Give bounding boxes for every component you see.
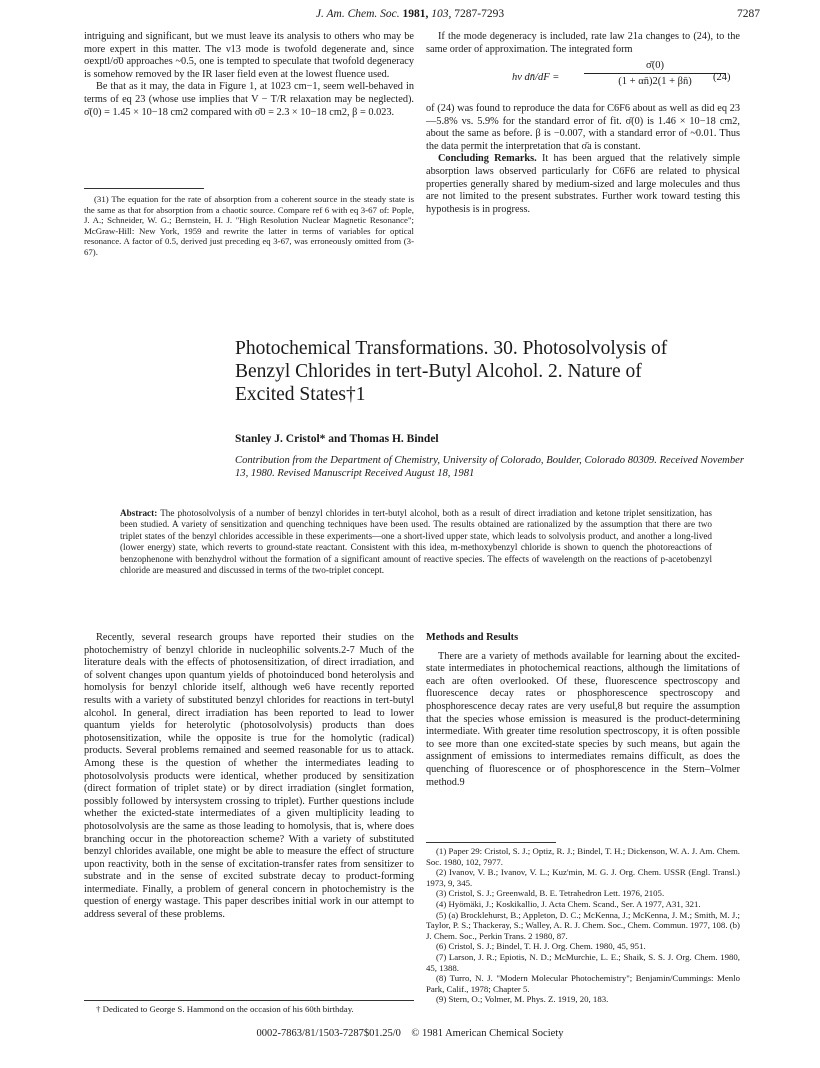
equation-24-denominator: (1 + αn̄)2(1 + βn̄): [618, 76, 692, 87]
journal-volume: 103,: [431, 8, 452, 20]
journal-year: 1981,: [402, 8, 429, 20]
article-affiliation: Contribution from the Department of Chemistry, University of Colorado, Boulder, Colorado 80309. Received November 13, 1980. Revised Manuscript Received August 18, 1981: [235, 455, 744, 479]
body-right-column: [426, 632, 740, 789]
concluding-remarks: [426, 153, 740, 216]
reference-item: (1) Paper 29: Cristol, S. J.; Optiz, R. J.; Bindel, T. H.; Dickenson, W. A. J. Am. Chem. Soc. 1980, 102, 7977.: [426, 846, 740, 867]
title-line-2: Benzyl Chlorides in tert-Butyl Alcohol. 2. Nature of: [235, 361, 642, 382]
reference-item: (7) Larson, J. R.; Epiotis, N. D.; McMurchie, L. E.; Shaik, S. S. J. Org. Chem. 1980, 45, 1388.: [426, 951, 740, 973]
reference-item: (8) Turro, N. J. "Modern Molecular Photochemistry"; Benjamin/Cummings: Menlo Park, Calif., 1978; Chapter 5.: [426, 973, 740, 994]
intro-paragraph: Recently, several research groups have reported their studies on the photochemistry of benzyl chloride in nucleophilic solvents.2-7 Much of the literature deals with the effects of photosensitization, of direct irradiation, and of solvent changes upon quantum yields of photoinduced bond heterolysis and homolysis for benzyl chloride itself, although we6 have recently reported results with a variety of substituted benzyl chlorides for reactions in tert-butyl alcohol. In general, direct irradiation has been reported to lead to lower quantum yields for heterolytic (photosolvolysis) products than does photosensitization, while the opposite is true for the homolytic (radical) products. Several problems remained and seemed reasonable for us to attack. Among these is the question of whether the intermediates leading to photosolvolysis products were identical, whether produced by sensitization (direct formation of triplet state) or by direct irradiation (singlet formation, possibly followed by intersystem crossing to triplet). Further questions include whether the exicted-state intermediates of a given multiplicity leading to photosolvolysis are the same as those leading to homolysis, that is, where does branching occur in the photoreaction scheme? With a variety of substituted benzyl chlorides available, one might be able to measure the effect of structure upon reactivity, both in the sense of excitation-transfer rates from sensitizer to substrate and in the sense of excited substrate decay to product-forming intermediate. Finally, a problem of general concern in photochemistry is the question of energy wastage. This paper describes initial work in our attempt to address several of these problems.: [84, 632, 414, 921]
title-line-1: Photochemical Transformations. 30. Photosolvolysis of: [235, 338, 668, 359]
reference-item: (2) Ivanov, V. B.; Ivanov, V. L.; Kuz'min, M. G. J. Org. Chem. USSR (Engl. Transl.) 1973, 9, 345.: [426, 867, 740, 888]
top-right-column: [426, 31, 740, 56]
dedication-rule: [84, 1000, 414, 1001]
concluding-heading: Concluding Remarks.: [438, 153, 537, 165]
top-right-paragraph-2: of (24) was found to reproduce the data for C6F6 about as well as did eq 23—5.8% vs. 5.9% for the standard error of fit. σ̄(0) is 1.46 × 10−18 cm2, about the same as before. β is −0.007, with a standard error of ~0.01. Thus the data permit the interpretation that σ̄a is constant.: [426, 103, 740, 152]
equation-24-numerator: σ̄(0): [646, 60, 664, 71]
journal-name: J. Am. Chem. Soc.: [315, 8, 400, 20]
reference-item: (4) Hyömäki, J.; Koskikallio, J. Acta Chem. Scand., Ser. A 1977, A31, 321.: [436, 898, 701, 909]
top-left-paragraph-2: Be that as it may, the data in Figure 1, at 1023 cm−1, seem well-behaved in terms of eq 23 (whose use implies that V − T/R relaxation may be neglected). σ̄(0) = 1.45 × 10−18 cm2 compared with σ̄0 = 2.3 × 10−18 cm2, β = 0.023.: [84, 81, 414, 118]
footnote-31: (31) The equation for the rate of absorption from a coherent source in the steady state is the same as that for absorption from a chaotic source. Compare ref 6 with eq 3-67 of: Pople, J. A.; Schneider, W. G.; Bernstein, H. J. "High Resolution Nuclear Magnetic Resonance"; McGraw-Hill: New York, 1959 and rewrite the latter in terms of variables for optical resonance. A factor of 0.5, derived just preceding eq 3-67, was erroneously omitted from (3-67).: [84, 194, 414, 257]
journal-pages: 7287-7293: [454, 8, 505, 20]
article-title: [235, 337, 755, 406]
equation-24-fraction: [584, 60, 726, 87]
page-number: 7287: [737, 8, 760, 20]
reference-item: (6) Cristol, S. J.; Bindel, T. H. J. Org. Chem. 1980, 45, 951.: [436, 941, 646, 952]
reference-item: (3) Cristol, S. J.; Greenwald, B. E. Tetrahedron Lett. 1976, 2105.: [436, 888, 665, 899]
reference-item: (9) Stern, O.; Volmer, M. Phys. Z. 1919, 20, 183.: [436, 994, 609, 1005]
abstract: [120, 508, 712, 576]
running-header: [0, 8, 820, 20]
references-list: [426, 846, 740, 1005]
top-right-column-continued: [426, 103, 740, 216]
footer-copyright: © 1981 American Chemical Society: [411, 1028, 564, 1039]
dedication-footnote: † Dedicated to George S. Hammond on the occasion of his 60th birthday.: [96, 1004, 354, 1014]
abstract-label: Abstract:: [120, 508, 158, 518]
top-left-column: [84, 31, 414, 119]
top-left-paragraph-1: intriguing and significant, but we must leave its analysis to others who may be more expert in this matter. The ν13 mode is twofold degenerate and, since σexptl/σ̄0 approaches ~0.5, one is tempted to speculate that twofold degeneracy is somehow removed by the IR laser field even at the lowest fluence used.: [84, 31, 414, 80]
footnote-rule: [84, 188, 204, 189]
abstract-text: The photosolvolysis of a number of benzyl chlorides in tert-butyl alcohol, both as a result of direct irradiation and ketone triplet sensitization, has been studied. A variety of sensitization and quenching techniques have been used. The results obtained are rationalized by the assumption that there are two triplet states of the benzyl chlorides accessible in these experiments—one a short-lived upper state, which leads to solvolysis product, and another a long-lived (lower energy) state, which reverts to ground-state reactant. Consistent with this idea, m-methoxybenzyl chloride is shown to quench the photoreactions of benzophenone with benzhydrol without the formation of a significant amount of reactive species. The effects of wavelength on the reactions of p-acetobenzyl chloride are measured and discussed in terms of the two-triplet concept.: [120, 508, 712, 576]
footer-code: 0002-7863/81/1503-7287$01.25/0: [256, 1028, 401, 1039]
section-title: Methods and Results: [426, 632, 519, 643]
body-left-column: [84, 632, 414, 922]
equation-24-lhs: hν dn̄/dF =: [512, 72, 560, 83]
equation-24-label: (24): [713, 72, 731, 83]
article-authors: Stanley J. Cristol* and Thomas H. Bindel: [235, 433, 439, 445]
page-footer: [0, 1028, 820, 1039]
title-line-3: Excited States†1: [235, 384, 366, 405]
concluding-text: It has been argued that the relatively simple absorption laws observed particularly for C6F6 are related to physical properties generally shared by medium-sized and large molecules and thus are not limited to the present substrates. Further work toward testing this hypothesis is in progress.: [426, 153, 740, 215]
top-right-paragraph-1: If the mode degeneracy is included, rate law 21a changes to (24), to the same order of approximation. The integrated form: [426, 31, 740, 55]
methods-paragraph: There are a variety of methods available for learning about the excited-state intermediates in photochemical reactions, although the limitations of each are often overlooked. Of these, fluorescence spectroscopy and fluorescence decay rates or phosphorescence spectroscopy and phosphorescence decay rates are very useful,8 but require the assumption that the species whose emission is measured is the product-determining intermediate. With greater time resolution spectroscopy, it is often possible to see more than one excited-state species by such means, but again the assignment of emissions to intermediates remains difficult, as does the quenching of fluorescence or of phosphorescence in the Stern–Volmer method.9: [426, 650, 740, 788]
references-rule: [426, 842, 556, 843]
equation-24-bar: [584, 73, 726, 74]
reference-item: (5) (a) Brocklehurst, B.; Appleton, D. C.; McKenna, J.; McKenna, J. M.; Smith, M. J.; Taylor, P. S.; Thackeray, S.; Walley, A. R. J. Chem. Soc., Chem. Commun. 1977, 108. (b) J. Chem. Soc., Perkin Trans. 2 1980, 87.: [426, 909, 740, 941]
